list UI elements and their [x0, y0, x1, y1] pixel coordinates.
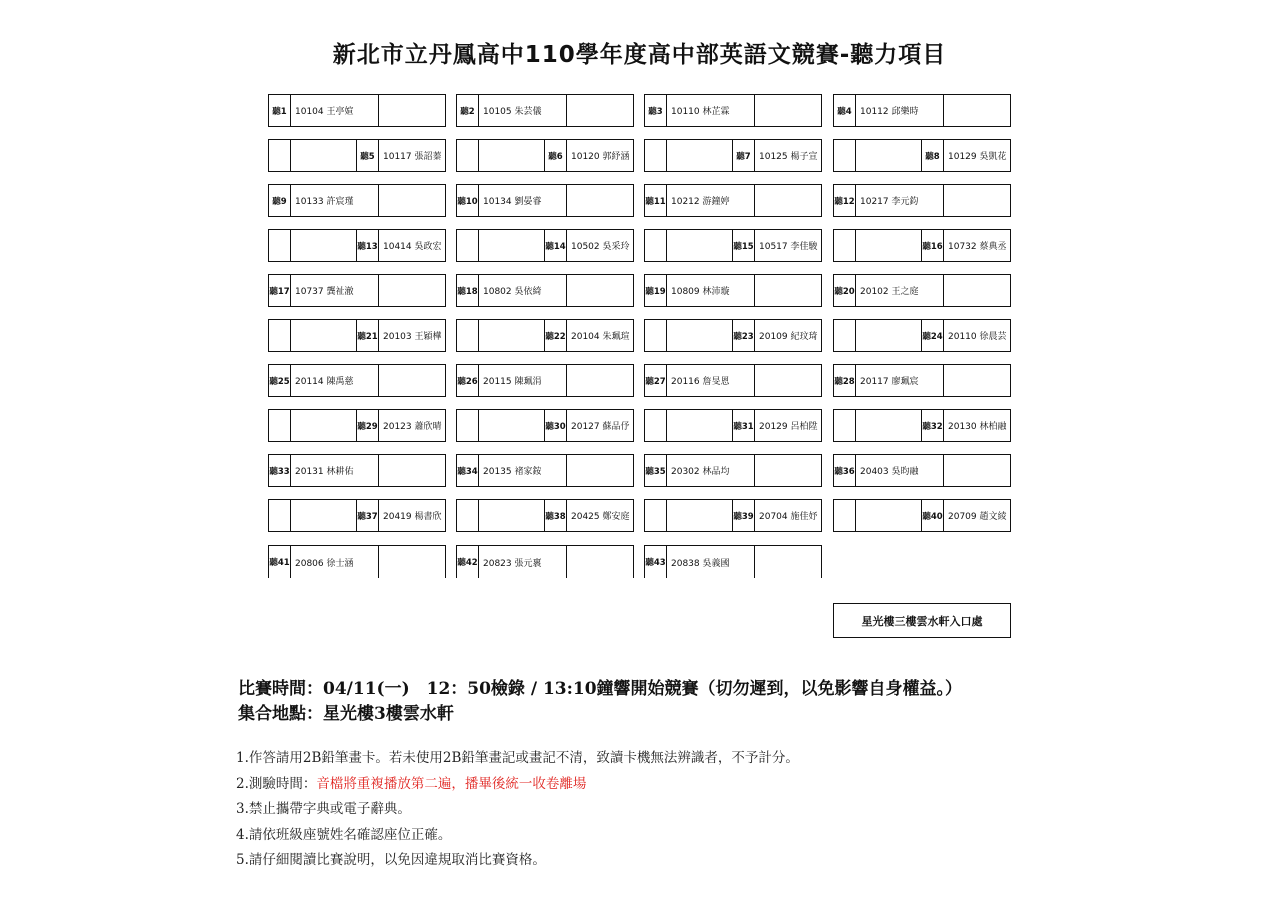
assembly-place: 集合地點：星光樓3樓雲水軒	[238, 704, 454, 724]
seat-group	[268, 499, 446, 532]
seat-group	[456, 274, 634, 307]
empty-seat	[291, 500, 357, 531]
empty-seat	[834, 140, 856, 171]
seat-student: 20302 林品均	[667, 455, 755, 486]
seat-student: 10212 游鐘婷	[667, 185, 755, 216]
seat-label: 聽8	[922, 140, 944, 171]
seat-label: 聽39	[733, 500, 755, 531]
empty-seat	[856, 140, 922, 171]
seat-label: 聽22	[545, 320, 567, 351]
seat-label: 聽29	[357, 410, 379, 441]
seat-group	[833, 319, 1011, 352]
seat-student: 20115 陳珮涓	[479, 365, 567, 396]
seat-label: 聽38	[545, 500, 567, 531]
rule-item	[236, 823, 799, 849]
rule-text: 2.測驗時間：	[236, 775, 317, 792]
seat-label: 聽19	[645, 275, 667, 306]
empty-seat	[856, 230, 922, 261]
empty-seat	[379, 185, 445, 216]
seat-label: 聽15	[733, 230, 755, 261]
seat-group	[456, 409, 634, 442]
seat-label: 聽7	[733, 140, 755, 171]
seat-group	[833, 499, 1011, 532]
seat-label: 聽27	[645, 365, 667, 396]
seat-group	[456, 364, 634, 397]
seat-group	[644, 184, 822, 217]
empty-seat	[479, 320, 545, 351]
seat-label: 聽20	[834, 275, 856, 306]
seat-label: 聽36	[834, 455, 856, 486]
seat-student: 10133 許宸瑾	[291, 185, 379, 216]
empty-seat	[457, 320, 479, 351]
rule-text: 5.請仔細閱讀比賽說明，以免因違規取消比賽資格。	[236, 852, 546, 868]
seat-label: 聽16	[922, 230, 944, 261]
seat-label: 聽24	[922, 320, 944, 351]
seat-group	[456, 545, 634, 578]
rule-item	[236, 772, 799, 798]
empty-seat	[269, 500, 291, 531]
seat-student: 10105 朱芸儀	[479, 95, 567, 126]
seat-group	[644, 274, 822, 307]
seat-group	[644, 319, 822, 352]
seat-label: 聽40	[922, 500, 944, 531]
seat-group	[644, 454, 822, 487]
seat-student: 10802 吳依綺	[479, 275, 567, 306]
empty-seat	[567, 275, 633, 306]
seat-student: 10502 吳采玲	[571, 242, 630, 252]
empty-seat	[269, 410, 291, 441]
empty-seat	[755, 365, 821, 396]
seat-student: 20135 褚家銨	[479, 455, 567, 486]
seat-student: 20403 吳昀融	[856, 455, 944, 486]
empty-seat	[457, 500, 479, 531]
seat-group	[644, 409, 822, 442]
seat-label: 聽2	[457, 95, 479, 126]
empty-seat	[834, 500, 856, 531]
seat-student: 10217 李元鈞	[856, 185, 944, 216]
seat-group	[456, 139, 634, 172]
seat-student: 10809 林沛璇	[667, 275, 755, 306]
seat-label: 聽9	[269, 185, 291, 216]
empty-seat	[944, 365, 1010, 396]
seat-label: 聽30	[545, 410, 567, 441]
seat-student: 20114 陳禹慈	[291, 365, 379, 396]
empty-seat	[379, 546, 445, 578]
seat-student: 10117 張詔蓁	[383, 152, 442, 162]
empty-seat	[856, 410, 922, 441]
seat-label: 聽11	[645, 185, 667, 216]
seat-student: 20103 王穎樺	[383, 332, 442, 342]
seat-group	[833, 409, 1011, 442]
seat-student: 20110 徐晨芸	[948, 332, 1007, 342]
empty-seat	[667, 410, 733, 441]
seat-group	[833, 94, 1011, 127]
empty-seat	[291, 410, 357, 441]
seat-student: 20704 施佳妤	[759, 512, 818, 522]
seat-label: 聽43	[645, 546, 667, 578]
seat-label: 聽13	[357, 230, 379, 261]
seat-label: 聽12	[834, 185, 856, 216]
empty-seat	[567, 95, 633, 126]
seat-student: 20127 蘇品伃	[571, 422, 630, 432]
empty-seat	[645, 140, 667, 171]
seat-group	[268, 229, 446, 262]
seat-student: 10112 邱樂時	[856, 95, 944, 126]
seat-group	[268, 94, 446, 127]
empty-seat	[667, 320, 733, 351]
seat-label: 聽34	[457, 455, 479, 486]
empty-seat	[755, 275, 821, 306]
seat-student: 10129 吳凱花	[948, 152, 1007, 162]
seat-label: 聽21	[357, 320, 379, 351]
empty-seat	[856, 320, 922, 351]
seat-group	[456, 94, 634, 127]
seat-student: 10120 郭紓涵	[571, 152, 630, 162]
empty-seat	[856, 500, 922, 531]
empty-seat	[944, 455, 1010, 486]
seat-group	[644, 139, 822, 172]
seat-group	[456, 229, 634, 262]
empty-seat	[379, 365, 445, 396]
seat-student: 10125 楊子宣	[759, 152, 818, 162]
rules-list	[236, 746, 799, 874]
seat-label: 聽5	[357, 140, 379, 171]
empty-seat	[755, 455, 821, 486]
empty-seat	[645, 410, 667, 441]
seat-student: 20131 林耕佑	[291, 455, 379, 486]
empty-seat	[479, 410, 545, 441]
seat-group	[456, 319, 634, 352]
empty-seat	[479, 500, 545, 531]
empty-seat	[269, 140, 291, 171]
empty-seat	[567, 185, 633, 216]
seat-student: 20104 朱珮瑄	[571, 332, 630, 342]
empty-seat	[457, 140, 479, 171]
page-title: 新北市立丹鳳高中110學年度高中部英語文競賽-聽力項目	[332, 42, 947, 68]
seat-student: 10104 王亭媗	[291, 95, 379, 126]
rule-text: 1.作答請用2B鉛筆畫卡。若未使用2B鉛筆畫記或畫記不清，致讀卡機無法辨識者，不予計分。	[236, 750, 799, 766]
seat-label: 聽37	[357, 500, 379, 531]
empty-seat	[834, 320, 856, 351]
seat-group	[833, 139, 1011, 172]
seat-group	[268, 274, 446, 307]
empty-seat	[944, 185, 1010, 216]
seat-label: 聽3	[645, 95, 667, 126]
seat-group	[456, 184, 634, 217]
empty-seat	[291, 230, 357, 261]
seat-student: 10732 蔡典丞	[948, 242, 1007, 252]
seat-group	[268, 545, 446, 578]
empty-seat	[645, 500, 667, 531]
seat-label: 聽25	[269, 365, 291, 396]
seat-group	[644, 545, 822, 578]
seat-student: 20130 林柏融	[948, 422, 1007, 432]
seat-group	[268, 139, 446, 172]
empty-seat	[755, 185, 821, 216]
empty-seat	[379, 95, 445, 126]
seat-student: 20419 楊書欣	[383, 512, 442, 522]
seat-group	[833, 454, 1011, 487]
rule-text: 4.請依班級座號姓名確認座位正確。	[236, 826, 452, 843]
seat-group	[833, 364, 1011, 397]
seat-label: 聽17	[269, 275, 291, 306]
empty-seat	[479, 230, 545, 261]
seat-student: 20109 紀玟琦	[759, 332, 818, 342]
empty-seat	[944, 95, 1010, 126]
seat-group	[268, 319, 446, 352]
seat-student: 20806 徐士涵	[291, 546, 379, 578]
seat-student: 20102 王之庭	[856, 275, 944, 306]
seat-student: 20116 詹旻恩	[667, 365, 755, 396]
empty-seat	[457, 410, 479, 441]
seat-group	[456, 454, 634, 487]
empty-seat	[567, 546, 633, 578]
seat-group	[268, 184, 446, 217]
seat-student: 10737 龔祉澈	[291, 275, 379, 306]
seat-student: 20129 呂柏陞	[759, 422, 818, 432]
seat-student: 10110 林芷霖	[667, 95, 755, 126]
seat-group	[644, 229, 822, 262]
empty-seat	[645, 320, 667, 351]
empty-seat	[567, 365, 633, 396]
seat-label: 聽42	[457, 546, 479, 578]
seat-label: 聽33	[269, 455, 291, 486]
seat-group	[644, 364, 822, 397]
empty-seat	[269, 320, 291, 351]
rule-item	[236, 797, 799, 823]
seat-group	[644, 94, 822, 127]
empty-seat	[567, 455, 633, 486]
seat-label: 聽41	[269, 546, 291, 578]
seat-label: 聽26	[457, 365, 479, 396]
seat-student: 10134 劉晏睿	[479, 185, 567, 216]
seat-group	[644, 499, 822, 532]
rule-item	[236, 848, 799, 874]
rule-highlight: 音檔將重複播放第二遍，播畢後統一收卷離場	[316, 775, 587, 792]
empty-seat	[457, 230, 479, 261]
empty-seat	[755, 95, 821, 126]
seat-group	[833, 229, 1011, 262]
seat-student: 20838 吳義國	[667, 546, 755, 578]
empty-seat	[667, 230, 733, 261]
empty-seat	[269, 230, 291, 261]
seat-group	[456, 499, 634, 532]
seat-label: 聽28	[834, 365, 856, 396]
seat-student: 10517 李佳駿	[759, 242, 818, 252]
empty-seat	[379, 275, 445, 306]
rule-text: 3.禁止攜帶字典或電子辭典。	[236, 801, 411, 817]
venue-entrance-label: 星光樓三樓雲水軒入口處	[833, 603, 1011, 638]
empty-seat	[479, 140, 545, 171]
seat-student: 10414 吳政宏	[383, 242, 442, 252]
seat-label: 聽14	[545, 230, 567, 261]
competition-time: 比賽時間：04/11(一) 12：50檢錄 / 13:10鐘響開始競賽（切勿遲到，以免影響自身權益。）	[238, 679, 963, 699]
seat-group	[268, 409, 446, 442]
seat-label: 聽31	[733, 410, 755, 441]
seat-label: 聽18	[457, 275, 479, 306]
seat-group	[268, 454, 446, 487]
empty-seat	[291, 320, 357, 351]
seat-student: 20117 廖珮宸	[856, 365, 944, 396]
empty-seat	[379, 455, 445, 486]
seat-label: 聽35	[645, 455, 667, 486]
seat-label: 聽23	[733, 320, 755, 351]
seat-group	[833, 184, 1011, 217]
seat-student: 20823 張元褱	[479, 546, 567, 578]
empty-seat	[834, 230, 856, 261]
seat-student: 20425 鄭安庭	[571, 512, 630, 522]
seat-label: 聽6	[545, 140, 567, 171]
seat-label: 聽32	[922, 410, 944, 441]
seat-label: 聽4	[834, 95, 856, 126]
empty-seat	[667, 140, 733, 171]
seat-label: 聽1	[269, 95, 291, 126]
seat-group	[268, 364, 446, 397]
seat-student: 20123 蕭欣晴	[383, 422, 442, 432]
seat-label: 聽10	[457, 185, 479, 216]
empty-seat	[667, 500, 733, 531]
empty-seat	[755, 546, 821, 578]
empty-seat	[291, 140, 357, 171]
rule-item	[236, 746, 799, 772]
empty-seat	[834, 410, 856, 441]
seat-student: 20709 趙文綾	[948, 512, 1007, 522]
seat-group	[833, 274, 1011, 307]
empty-seat	[645, 230, 667, 261]
empty-seat	[944, 275, 1010, 306]
